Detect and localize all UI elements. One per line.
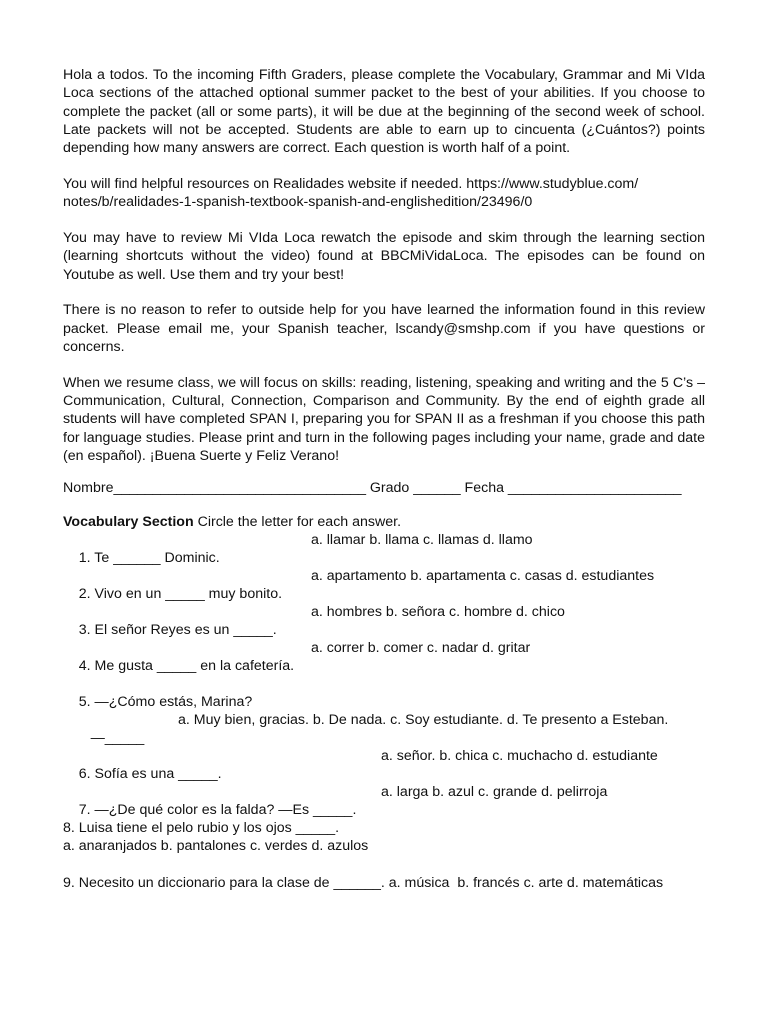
question-1-prompt: 1. Te ______ Dominic.: [78, 550, 220, 567]
question-7: [63, 783, 705, 819]
student-info-line: Nombre________________________________ Grado ______ Fecha ______________________: [63, 480, 682, 497]
intro-paragraph-3: You may have to review Mi VIda Loca rewatch the episode and skim through the learning section (learning shortcuts without the video) found at BBCMiVidaLoca. The episodes can be found on Youtube as well. Use them and try your best!: [63, 230, 705, 283]
question-2-choices: a. apartamento b. apartamenta c. casas d. estudiantes: [311, 568, 655, 585]
intro-paragraph-2: [63, 175, 705, 212]
question-2-prompt: 2. Vivo en un _____ muy bonito.: [78, 586, 283, 603]
question-5-reply-blank: —_____: [78, 730, 145, 747]
question-5: [63, 675, 705, 711]
question-7-choices: a. larga b. azul c. grande d. pelirroja: [381, 784, 608, 801]
question-8-prompt: 8. Luisa tiene el pelo rubio y los ojos _____.: [63, 820, 340, 837]
resources-sentence: You will find helpful resources on Realidades website if needed. https://www.studyblue.com/: [63, 175, 639, 192]
question-5-prompt: 5. —¿Cómo estás, Marina?: [78, 694, 253, 711]
question-6-choices: a. señor. b. chica c. muchacho d. estudiante: [381, 748, 658, 765]
question-5-choices: a. Muy bien, gracias. b. De nada. c. Soy estudiante. d. Te presento a Esteban.: [178, 712, 669, 729]
question-3-choices: a. hombres b. señora c. hombre d. chico: [311, 604, 565, 621]
question-3-prompt: 3. El señor Reyes es un _____.: [78, 622, 277, 639]
question-8-choices: a. anaranjados b. pantalones c. verdes d. azulos: [63, 838, 369, 855]
question-5-reply: [63, 711, 705, 747]
question-9: 9. Necesito un diccionario para la clase de ______. a. música b. francés c. arte d. matemáticas: [63, 875, 664, 892]
question-3: [63, 603, 705, 639]
vocabulary-section-title: Vocabulary Section: [63, 514, 194, 531]
question-6-prompt: 6. Sofía es una _____.: [78, 766, 222, 783]
question-4: [63, 639, 705, 675]
question-4-prompt: 4. Me gusta _____ en la cafetería.: [78, 658, 295, 675]
vocabulary-section-heading: [63, 513, 705, 531]
intro-paragraph-1: Hola a todos. To the incoming Fifth Graders, please complete the Vocabulary, Grammar and Mi VIda Loca sections of the attached optional summer packet to the best of your abilities. If you choose to complete the packet (all or some parts), it will be due at the beginning of the second week of school. Late packets will not be accepted. Students are able to earn up to cincuenta (¿Cuántos?) points depending how many answers are correct. Each question is worth half of a point.: [63, 67, 705, 157]
question-8: [63, 819, 705, 855]
question-7-prompt: 7. —¿De qué color es la falda? —Es _____.: [78, 802, 357, 819]
question-1-choices: a. llamar b. llama c. llamas d. llamo: [311, 532, 533, 549]
vocabulary-instruction: Circle the letter for each answer.: [193, 514, 402, 531]
question-1: [63, 531, 705, 567]
question-4-choices: a. correr b. comer c. nadar d. gritar: [311, 640, 531, 657]
intro-paragraph-4: There is no reason to refer to outside help for you have learned the information found in this review packet. Please email me, your Spanish teacher, lscandy@smshp.com if you have questions or concerns.: [63, 302, 705, 356]
question-2: [63, 567, 705, 603]
question-6: [63, 747, 705, 783]
resources-url-continued: notes/b/realidades-1-spanish-textbook-spanish-and-englishedition/23496/0: [63, 194, 533, 211]
document-page: [63, 66, 705, 892]
intro-paragraph-5: When we resume class, we will focus on skills: reading, listening, speaking and writing and the 5 C’s – Communication, Cultural, Connection, Comparison and Community. By the end of eighth grade all students will have completed SPAN I, preparing you for SPAN II as a freshman if you choose this path for language studies. Please print and turn in the following pages including your name, grade and date (en español). ¡Buena Suerte y Feliz Verano!: [63, 374, 705, 465]
